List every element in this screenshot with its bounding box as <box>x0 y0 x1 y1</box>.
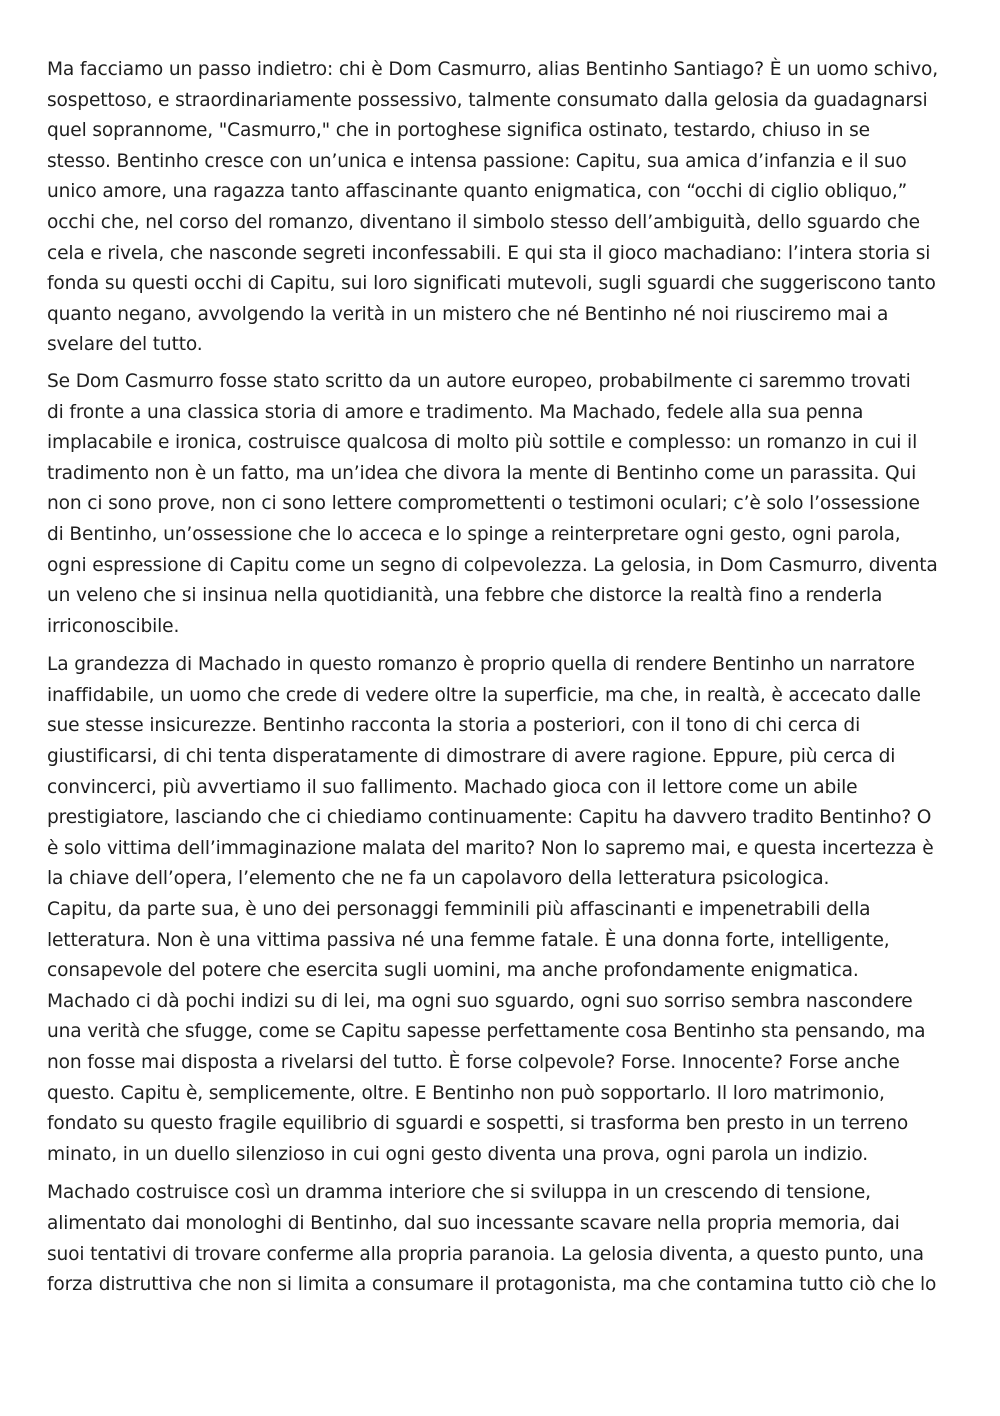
text-line: fonda su questi occhi di Capitu, sui loro significati mutevoli, sugli sguardi che suggeriscono tanto <box>47 273 936 295</box>
text-line: suoi tentativi di trovare conferme alla propria paranoia. La gelosia diventa, a questo punto, una <box>47 1243 924 1265</box>
text-line: quanto negano, avvolgendo la verità in un mistero che né Bentinho né noi riusciremo mai a <box>47 303 889 325</box>
text-line: forza distruttiva che non si limita a consumare il protagonista, ma che contamina tutto ciò che lo <box>47 1274 937 1296</box>
text-line: Capitu, da parte sua, è uno dei personaggi femminili più affascinanti e impenetrabili della <box>47 899 871 921</box>
text-line: consapevole del potere che esercita sugli uomini, ma anche profondamente enigmatica. <box>47 960 859 982</box>
text-line: convincerci, più avvertiamo il suo fallimento. Machado gioca con il lettore come un abile <box>47 776 858 798</box>
text-line: Machado costruisce così un dramma interiore che si sviluppa in un crescendo di tensione, <box>47 1182 871 1204</box>
text-line: quel soprannome, "Casmurro," che in portoghese significa ostinato, testardo, chiuso in se <box>47 120 870 142</box>
text-line: non fosse mai disposta a rivelarsi del tutto. È forse colpevole? Forse. Innocente? Forse anche <box>47 1052 900 1073</box>
text-line: fondato su questo fragile equilibrio di sguardi e sospetti, si trasforma ben presto in un terreno <box>47 1113 909 1135</box>
document-page <box>47 55 957 1301</box>
text-line: giustificarsi, di chi tenta disperatamente di dimostrare di avere ragione. Eppure, più cerca di <box>47 746 896 768</box>
text-line: è solo vittima dell’immaginazione malata del marito? Non lo sapremo mai, e questa incertezza è <box>47 837 934 859</box>
text-line: irriconoscibile. <box>47 615 180 637</box>
text-line: cela e rivela, che nasconde segreti inconfessabili. E qui sta il gioco machadiano: l’intera storia si <box>47 242 931 264</box>
text-line: sospettoso, e straordinariamente possessivo, talmente consumato dalla gelosia da guadagnarsi <box>47 89 928 111</box>
paragraph-spacer <box>47 1170 957 1178</box>
text-line: Machado ci dà pochi indizi su di lei, ma ogni suo sguardo, ogni suo sorriso sembra nascondere <box>47 990 913 1012</box>
text-line: inaffidabile, un uomo che crede di vedere oltre la superficie, ma che, in realtà, è accecato dalle <box>47 684 921 706</box>
text-line: La grandezza di Machado in questo romanzo è proprio quella di rendere Bentinho un narratore <box>47 654 915 676</box>
text-line: tradimento non è un fatto, ma un’idea che divora la mente di Bentinho come un parassita. Qui <box>47 462 917 484</box>
text-line: questo. Capitu è, semplicemente, oltre. E Bentinho non può sopportarlo. Il loro matrimonio, <box>47 1082 885 1104</box>
text-line: non ci sono prove, non ci sono lettere compromettenti o testimoni oculari; c’è solo l’ossessione <box>47 493 920 515</box>
text-line: una verità che sfugge, come se Capitu sapesse perfettamente cosa Bentinho sta pensando, ma <box>47 1021 926 1043</box>
text-line: di Bentinho, un’ossessione che lo acceca e lo spinge a reinterpretare ogni gesto, ogni parola, <box>47 523 901 545</box>
paragraph-4 <box>47 1178 957 1300</box>
text-line: sue stesse insicurezze. Bentinho racconta la storia a posteriori, con il tono di chi cerca di <box>47 715 861 737</box>
paragraph-1 <box>47 55 957 361</box>
text-line: minato, in un duello silenzioso in cui ogni gesto diventa una prova, ogni parola un indizio. <box>47 1143 869 1165</box>
text-line: unico amore, una ragazza tanto affascinante quanto enigmatica, con “occhi di ciglio obliquo,” <box>47 181 908 203</box>
text-line: svelare del tutto. <box>47 334 203 356</box>
text-line: prestigiatore, lasciando che ci chiediamo continuamente: Capitu ha davvero tradito Bentinho? O <box>47 807 932 829</box>
text-line: occhi che, nel corso del romanzo, diventano il simbolo stesso dell’ambiguità, dello sguardo che <box>47 211 920 233</box>
paragraph-2 <box>47 367 957 642</box>
text-line: alimentato dai monologhi di Bentinho, dal suo incessante scavare nella propria memoria, dai <box>47 1212 900 1234</box>
text-line: stesso. Bentinho cresce con un’unica e intensa passione: Capitu, sua amica d’infanzia e il suo <box>47 150 907 172</box>
text-line: un veleno che si insinua nella quotidianità, una febbre che distorce la realtà fino a renderla <box>47 585 883 607</box>
text-line: ogni espressione di Capitu come un segno di colpevolezza. La gelosia, in Dom Casmurro, diventa <box>47 554 938 576</box>
text-line: la chiave dell’opera, l’elemento che ne fa un capolavoro della letteratura psicologica. <box>47 868 830 890</box>
text-line: implacabile e ironica, costruisce qualcosa di molto più sottile e complesso: un romanzo in cui il <box>47 432 918 454</box>
paragraph-spacer <box>47 642 957 650</box>
paragraph-3 <box>47 650 957 1170</box>
text-line: Ma facciamo un passo indietro: chi è Dom Casmurro, alias Bentinho Santiago? È un uomo schivo, <box>47 59 939 80</box>
text-line: letteratura. Non è una vittima passiva né una femme fatale. È una donna forte, intelligente, <box>47 929 890 951</box>
text-line: di fronte a una classica storia di amore e tradimento. Ma Machado, fedele alla sua penna <box>47 401 864 423</box>
text-line: Se Dom Casmurro fosse stato scritto da un autore europeo, probabilmente ci saremmo trovati <box>47 370 911 392</box>
